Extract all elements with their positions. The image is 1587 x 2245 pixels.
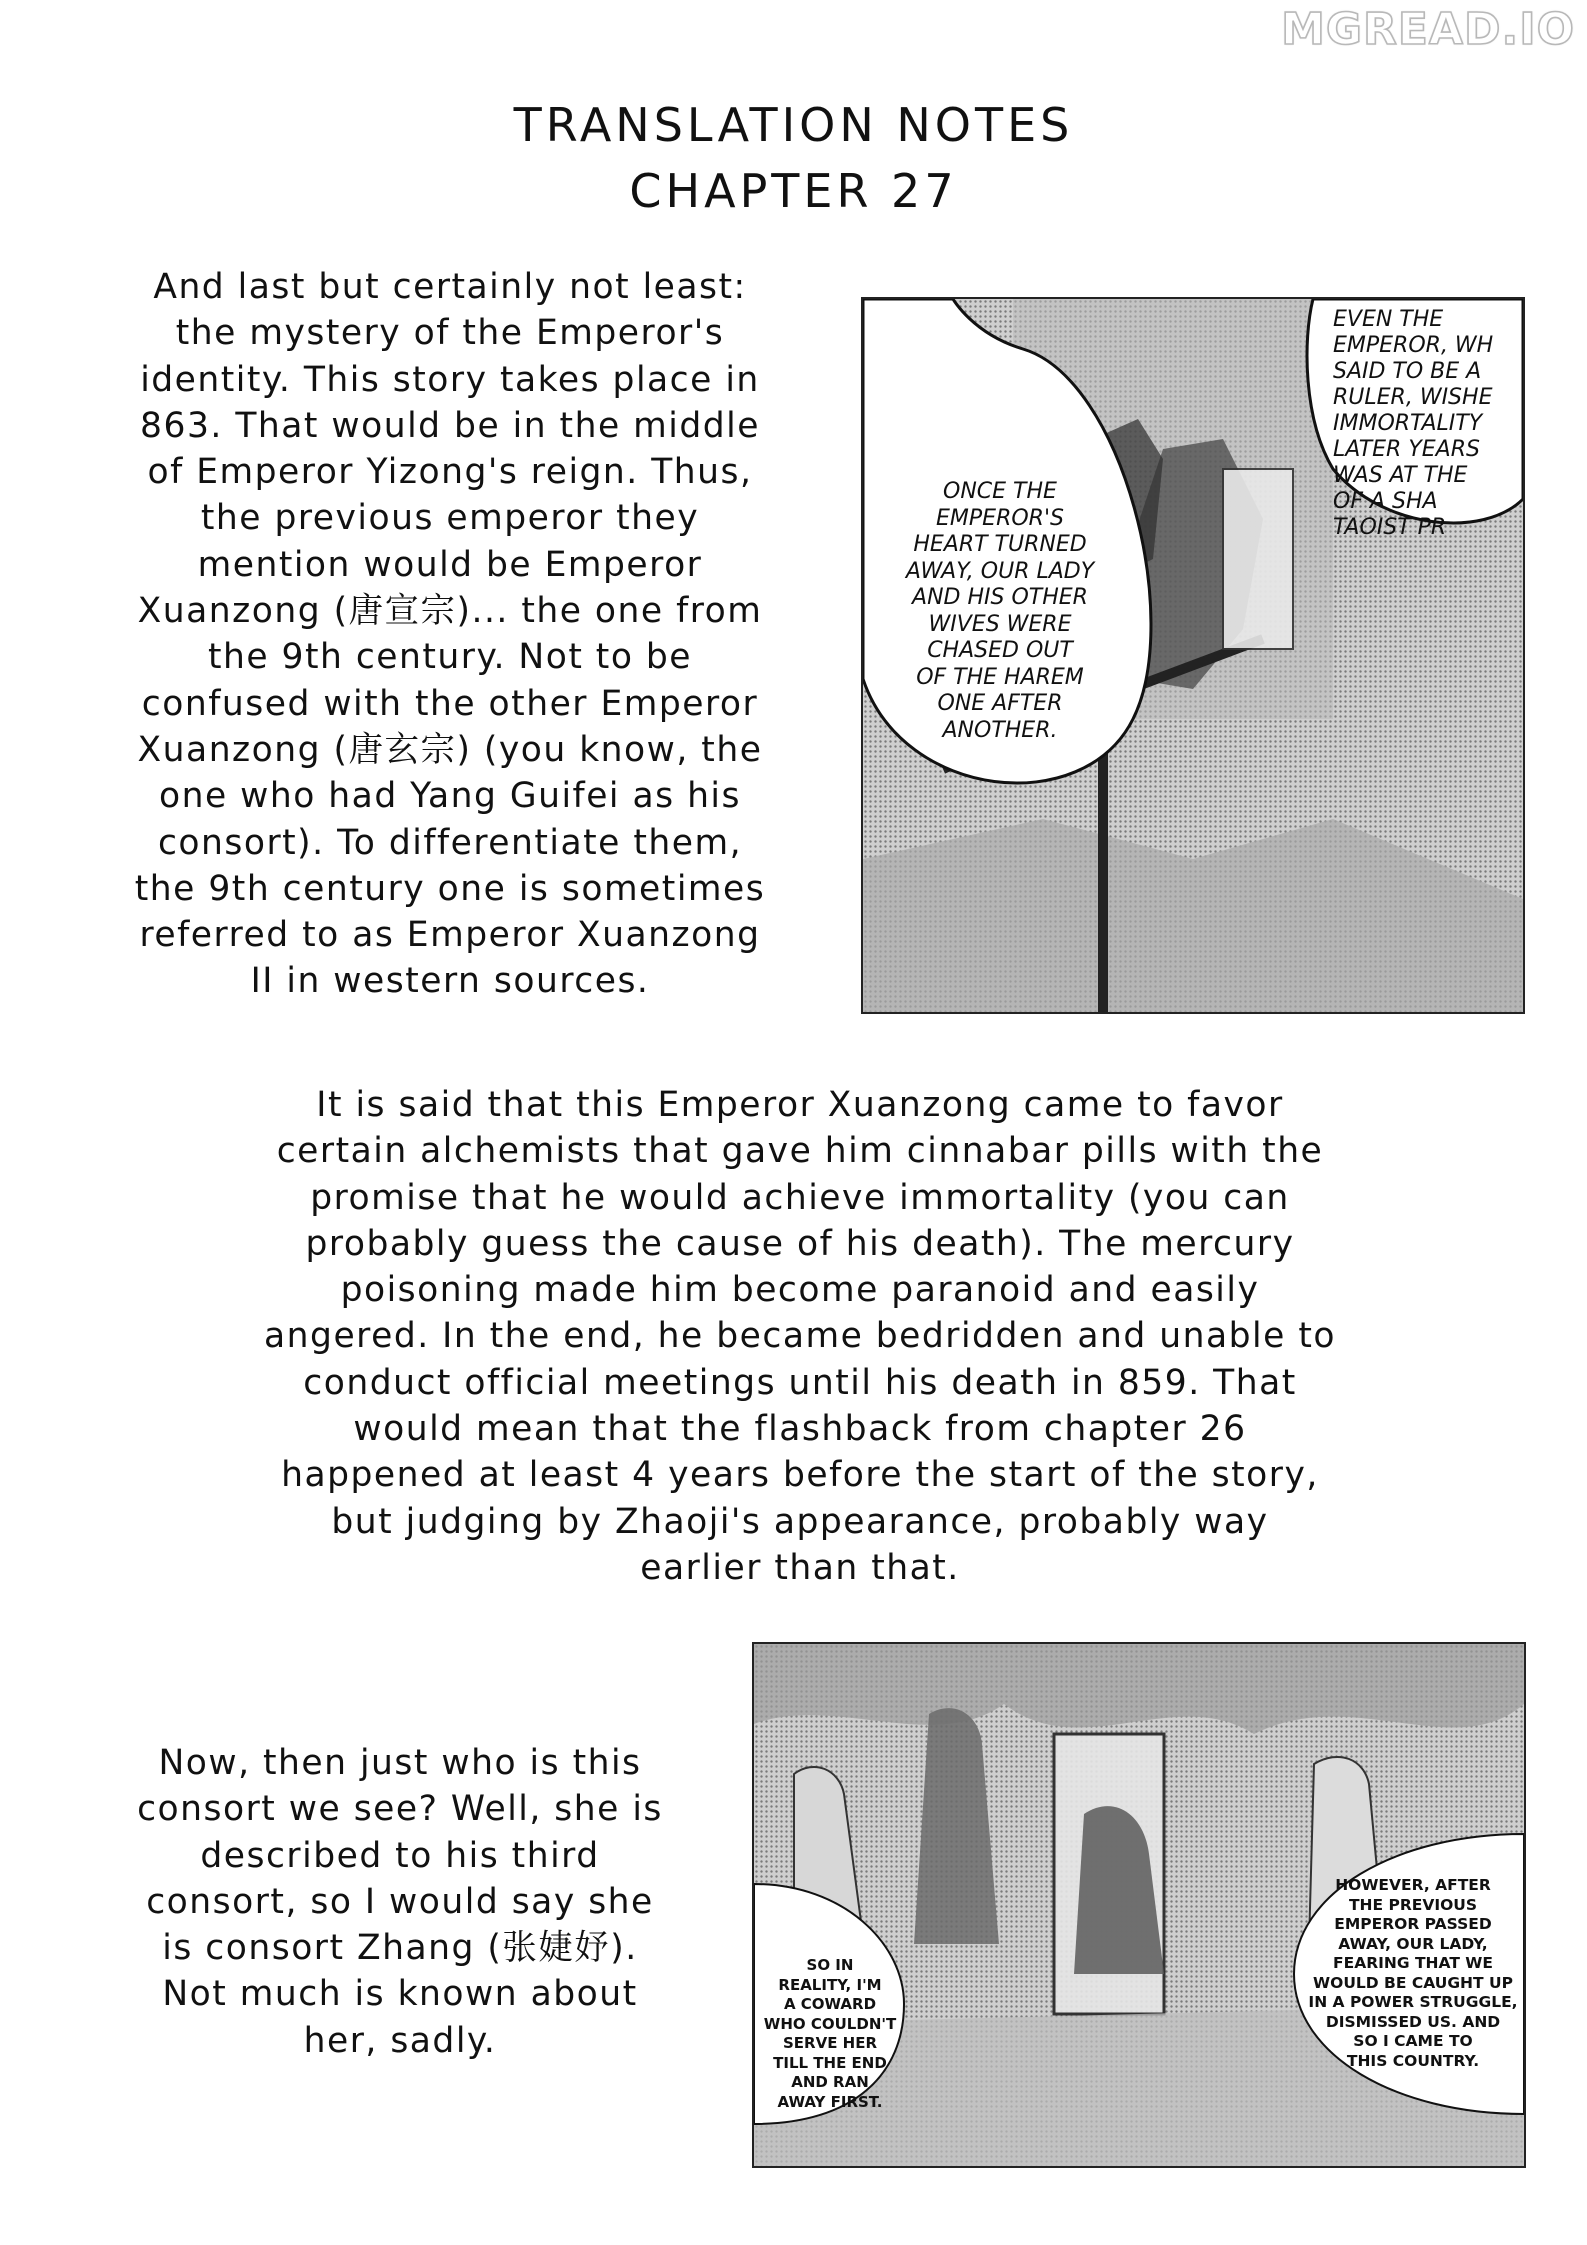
note-paragraph-alchemy xyxy=(225,1082,1375,1591)
note-paragraph-consort xyxy=(90,1740,710,2064)
bubble-line: EMPEROR, WH xyxy=(1333,333,1494,358)
paragraph-line: one who had Yang Guifei as his xyxy=(158,776,741,817)
speech-bubble-right xyxy=(1333,307,1523,541)
bubble-line: HOWEVER, AFTER xyxy=(1335,1876,1491,1894)
paragraph-line: the mystery of the Emperor's xyxy=(175,313,725,354)
paragraph-line: Xuanzong (唐玄宗) (you know, the xyxy=(137,729,763,770)
bubble-line: LATER YEARS xyxy=(1333,437,1480,462)
bubble-line: AWAY FIRST. xyxy=(777,2092,883,2111)
bubble-line: WIVES WERE xyxy=(928,611,1072,637)
bubble-line: TILL THE END xyxy=(773,2053,887,2072)
paragraph-line: Xuanzong (唐宣宗)... the one from xyxy=(137,591,763,632)
bubble-line: OF A SHA xyxy=(1333,489,1438,514)
paragraph-line: Not much is known about xyxy=(162,1974,638,2015)
title-line-1: TRANSLATION NOTES xyxy=(513,98,1074,152)
paragraph-line: consort, so I would say she xyxy=(146,1881,654,1922)
paragraph-line: earlier than that. xyxy=(640,1547,960,1588)
paragraph-line: Now, then just who is this xyxy=(158,1743,642,1783)
bubble-line: DISMISSED US. AND xyxy=(1325,2012,1501,2031)
manga-panel-emperor xyxy=(861,297,1525,1014)
paragraph-line: referred to as Emperor Xuanzong xyxy=(139,915,761,956)
paragraph-line: identity. This story takes place in xyxy=(140,359,760,400)
bubble-line: IMMORTALITY xyxy=(1333,411,1483,436)
bubble-line: AWAY, OUR LADY, xyxy=(1338,1934,1488,1953)
manga-panel-consort xyxy=(752,1642,1526,2168)
paragraph-line: And last but certainly not least: xyxy=(153,267,747,307)
title-line-2: CHAPTER 27 xyxy=(629,164,958,218)
paragraph-line: promise that he would achieve immortality (you can xyxy=(310,1177,1290,1218)
paragraph-line: the 9th century. Not to be xyxy=(207,637,693,678)
speech-bubble-right xyxy=(1302,1876,1524,2071)
speech-bubble-left xyxy=(865,479,1135,744)
paragraph-line: described to his third xyxy=(200,1835,600,1876)
paragraph-line: but judging by Zhaoji's appearance, probably way xyxy=(331,1501,1269,1542)
paragraph-line: probably guess the cause of his death). The mercury xyxy=(305,1223,1295,1264)
bubble-line: FEARING THAT WE xyxy=(1333,1954,1493,1972)
page-title xyxy=(0,92,1587,224)
bubble-line: CHASED OUT xyxy=(927,638,1073,663)
bubble-line: AND RAN xyxy=(791,2073,869,2091)
paragraph-line: conduct official meetings until his death in 859. That xyxy=(303,1362,1297,1403)
paragraph-line: poisoning made him become paranoid and easily xyxy=(340,1270,1260,1311)
paragraph-line: angered. In the end, he became bedridden and unable to xyxy=(264,1316,1336,1357)
bubble-line: RULER, WISHE xyxy=(1333,385,1493,410)
bubble-line: ONCE THE xyxy=(943,479,1057,504)
paragraph-line: happened at least 4 years before the start of the story, xyxy=(281,1455,1319,1496)
paragraph-line: the previous emperor they xyxy=(200,498,700,539)
bubble-line: ANOTHER. xyxy=(942,717,1058,743)
bubble-line: REALITY, I'M xyxy=(778,1975,882,1994)
paragraph-line: II in western sources. xyxy=(250,961,650,1002)
bubble-line: SO IN xyxy=(806,1956,854,1974)
site-watermark: MGREAD.IO xyxy=(1281,4,1575,55)
bubble-line: AWAY, OUR LADY xyxy=(905,558,1095,584)
paragraph-line: It is said that this Emperor Xuanzong came to favor xyxy=(316,1085,1284,1125)
paragraph-line: consort). To differentiate them, xyxy=(157,822,743,863)
bubble-line: WHO COULDN'T xyxy=(763,2014,897,2033)
bubble-line: HEART TURNED xyxy=(913,532,1087,557)
bubble-line: SERVE HER xyxy=(782,2034,878,2052)
bubble-line: IN A POWER STRUGGLE, xyxy=(1308,1993,1518,2011)
paragraph-line: the 9th century one is sometimes xyxy=(134,868,766,909)
bubble-line: EMPEROR'S xyxy=(936,505,1064,531)
bubble-line: THIS COUNTRY. xyxy=(1346,2051,1480,2070)
bubble-line: AND HIS OTHER xyxy=(912,585,1088,610)
bubble-line: A COWARD xyxy=(783,1995,877,2013)
bubble-line: EMPEROR PASSED xyxy=(1334,1915,1492,1933)
bubble-line: ONE AFTER xyxy=(937,691,1063,716)
paragraph-line: her, sadly. xyxy=(303,2020,497,2061)
bubble-line: THE PREVIOUS xyxy=(1348,1895,1478,1914)
note-paragraph-emperor-identity xyxy=(95,264,805,1005)
paragraph-line: 863. That would be in the middle xyxy=(140,405,760,446)
bubble-line: SO I CAME TO xyxy=(1353,2032,1473,2050)
bubble-line: WAS AT THE xyxy=(1333,463,1468,488)
speech-bubble-left xyxy=(760,1956,900,2112)
paragraph-line: consort we see? Well, she is xyxy=(137,1789,663,1830)
paragraph-line: of Emperor Yizong's reign. Thus, xyxy=(147,452,753,493)
paragraph-line: mention would be Emperor xyxy=(197,544,703,585)
paragraph-line: confused with the other Emperor xyxy=(141,683,759,724)
bubble-line: OF THE HAREM xyxy=(916,664,1084,690)
bubble-line: EVEN THE xyxy=(1333,307,1444,332)
paragraph-line: certain alchemists that gave him cinnabar pills with the xyxy=(276,1131,1324,1172)
bubble-line: SAID TO BE A xyxy=(1333,359,1482,384)
paragraph-line: would mean that the flashback from chapter 26 xyxy=(353,1409,1247,1450)
bubble-line: WOULD BE CAUGHT UP xyxy=(1313,1973,1513,1992)
bubble-line: TAOIST PR xyxy=(1333,515,1447,540)
paragraph-line: is consort Zhang (张婕妤). xyxy=(162,1928,638,1969)
